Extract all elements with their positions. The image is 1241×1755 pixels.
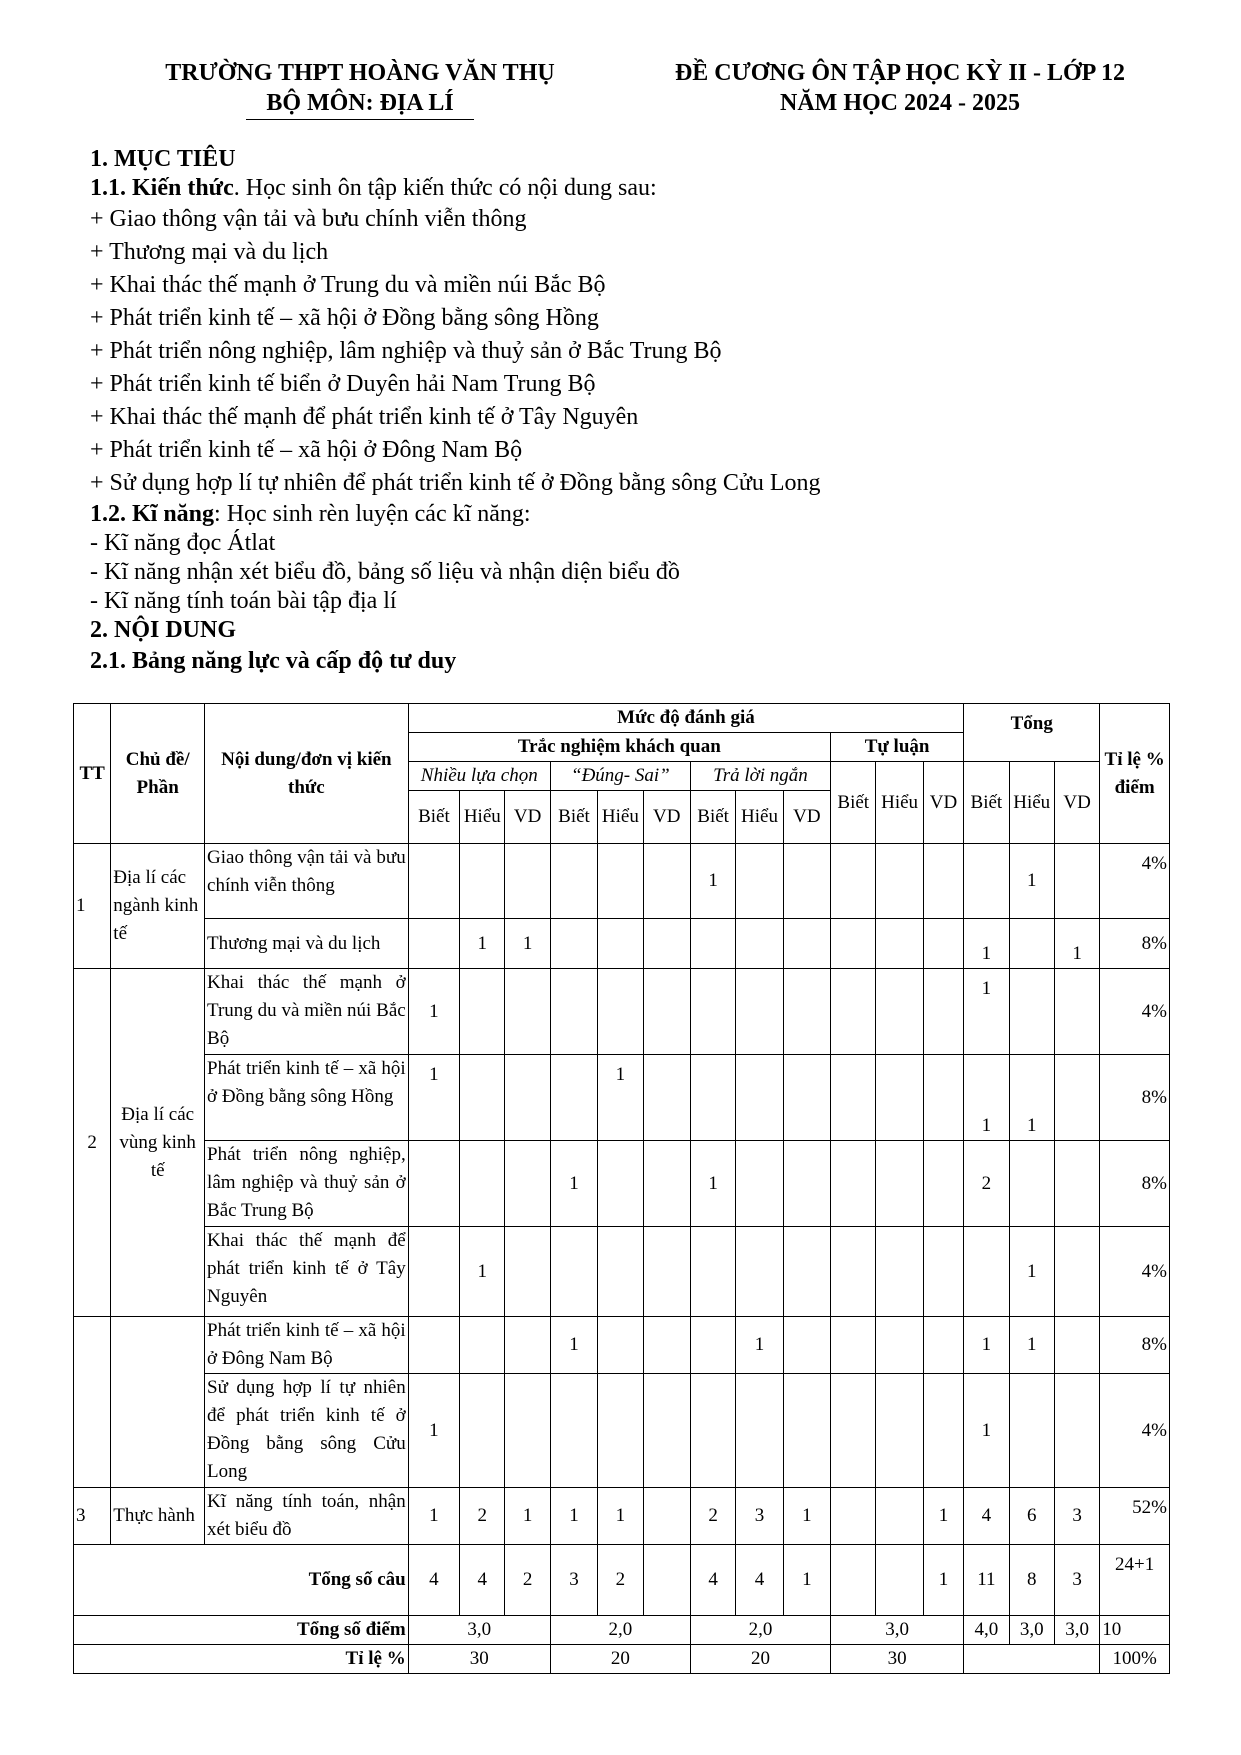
matrix-cell [923, 1374, 963, 1488]
matrix-cell [783, 1317, 830, 1374]
matrix-cell [783, 1141, 830, 1227]
matrix-cell: 2 [964, 1141, 1009, 1227]
section-2-1-heading: 2.1. Bảng năng lực và cấp độ tư duy [90, 648, 457, 674]
matrix-cell: 4 [964, 1488, 1009, 1545]
school-header [120, 58, 600, 120]
matrix-cell: 1 [408, 1055, 459, 1141]
school-year: NĂM HỌC 2024 - 2025 [780, 90, 1020, 116]
matrix-cell [505, 969, 550, 1055]
skill-item: - Kĩ năng tính toán bài tập địa lí [90, 588, 397, 614]
total-points-cell: 2,0 [690, 1616, 830, 1645]
matrix-cell [460, 1317, 505, 1374]
knowledge-label: 1.1. Kiến thức [90, 175, 234, 201]
matrix-cell [643, 1374, 690, 1488]
section-2-heading: 2. NỘI DUNG [90, 617, 237, 643]
matrix-cell [1054, 1141, 1099, 1227]
header-total: Tổng [964, 704, 1100, 762]
matrix-cell [505, 1317, 550, 1374]
level-know: Biết [408, 791, 459, 844]
total-points-cell: 3,0 [1009, 1616, 1054, 1645]
row-ratio: 8% [1100, 1055, 1170, 1141]
matrix-cell [876, 919, 923, 969]
matrix-cell [505, 1141, 550, 1227]
matrix-cell [408, 919, 459, 969]
knowledge-item: + Sử dụng hợp lí tự nhiên để phát triển kinh tế ở Đồng bằng sông Cửu Long [90, 470, 821, 496]
matrix-cell [923, 844, 963, 919]
level-apply: VD [505, 791, 550, 844]
matrix-cell: 1 [408, 969, 459, 1055]
level-apply: VD [923, 762, 963, 844]
row-ratio: 8% [1100, 1317, 1170, 1374]
level-know: Biết [964, 762, 1009, 844]
matrix-cell [1054, 1227, 1099, 1317]
matrix-cell [643, 1488, 690, 1545]
matrix-cell: 1 [408, 1488, 459, 1545]
row-topic: Địa lí các vùng kinh tế [111, 969, 205, 1317]
matrix-cell [923, 969, 963, 1055]
matrix-cell [550, 969, 597, 1055]
matrix-cell [1054, 1055, 1099, 1141]
percent-cell: 100% [1100, 1645, 1170, 1674]
total-points-cell: 3,0 [1054, 1616, 1099, 1645]
matrix-cell [831, 1374, 876, 1488]
matrix-cell [923, 1317, 963, 1374]
school-name: TRƯỜNG THPT HOÀNG VĂN THỤ [165, 60, 555, 86]
matrix-cell [876, 1488, 923, 1545]
matrix-cell [598, 844, 643, 919]
total-questions-label: Tổng số câu [74, 1545, 409, 1616]
matrix-cell [408, 1317, 459, 1374]
matrix-cell [736, 919, 783, 969]
matrix-cell: 1 [964, 919, 1009, 969]
matrix-cell: 1 [1054, 919, 1099, 969]
matrix-cell [598, 1374, 643, 1488]
matrix-cell [831, 919, 876, 969]
matrix-cell [923, 919, 963, 969]
matrix-cell [550, 1374, 597, 1488]
matrix-cell: 2 [690, 1488, 735, 1545]
matrix-cell: 2 [460, 1488, 505, 1545]
level-understand: Hiểu [1009, 762, 1054, 844]
matrix-cell [876, 1141, 923, 1227]
matrix-cell [505, 1374, 550, 1488]
total-questions-ratio: 24+1 [1100, 1545, 1170, 1616]
row-ratio: 52% [1100, 1488, 1170, 1545]
matrix-cell [505, 1227, 550, 1317]
total-points-cell: 10 [1100, 1616, 1170, 1645]
matrix-cell [408, 844, 459, 919]
percent-cell: 30 [831, 1645, 964, 1674]
row-content: Kĩ năng tính toán, nhận xét biểu đồ [205, 1488, 409, 1545]
matrix-cell [1054, 1317, 1099, 1374]
matrix-cell [964, 1227, 1009, 1317]
matrix-cell: 1 [505, 1488, 550, 1545]
row-ratio: 8% [1100, 919, 1170, 969]
total-points-label: Tổng số điểm [74, 1616, 409, 1645]
matrix-cell: 1 [598, 1055, 643, 1141]
matrix-cell: 1 [550, 1141, 597, 1227]
row-content: Giao thông vận tải và bưu chính viễn thông [205, 844, 409, 919]
skill-item: - Kĩ năng nhận xét biểu đồ, bảng số liệu và nhận diện biểu đồ [90, 559, 680, 585]
level-apply: VD [643, 791, 690, 844]
matrix-cell: 1 [964, 1055, 1009, 1141]
header-ratio: Tỉ lệ % điểm [1100, 704, 1170, 844]
total-questions-cell [643, 1545, 690, 1616]
percent-cell: 20 [550, 1645, 690, 1674]
matrix-cell [643, 969, 690, 1055]
matrix-cell [643, 844, 690, 919]
knowledge-intro: . Học sinh ôn tập kiến thức có nội dung sau: [233, 175, 657, 201]
matrix-cell [783, 1055, 830, 1141]
department-name: BỘ MÔN: ĐỊA LÍ [246, 88, 473, 120]
matrix-cell [598, 1141, 643, 1227]
header-topic: Chủ đề/ Phần [111, 704, 205, 844]
row-content: Khai thác thế mạnh để phát triển kinh tế ở Tây Nguyên [205, 1227, 409, 1317]
total-questions-cell: 2 [505, 1545, 550, 1616]
matrix-cell [505, 1055, 550, 1141]
matrix-cell: 1 [736, 1317, 783, 1374]
matrix-cell [643, 1317, 690, 1374]
matrix-cell: 1 [1009, 1317, 1054, 1374]
matrix-cell: 1 [460, 1227, 505, 1317]
header-content: Nội dung/đơn vị kiến thức [205, 704, 409, 844]
matrix-cell [964, 844, 1009, 919]
matrix-cell [736, 1055, 783, 1141]
matrix-cell [598, 1227, 643, 1317]
matrix-cell [643, 1055, 690, 1141]
matrix-cell [598, 919, 643, 969]
matrix-cell: 1 [964, 969, 1009, 1055]
row-content: Phát triển kinh tế – xã hội ở Đông Nam Bộ [205, 1317, 409, 1374]
matrix-cell [923, 1227, 963, 1317]
matrix-cell [831, 844, 876, 919]
total-questions-cell: 11 [964, 1545, 1009, 1616]
document-title: ĐỀ CƯƠNG ÔN TẬP HỌC KỲ II - LỚP 12 [674, 60, 1126, 86]
level-understand: Hiểu [736, 791, 783, 844]
matrix-cell [460, 1374, 505, 1488]
total-points-cell: 2,0 [550, 1616, 690, 1645]
matrix-cell [460, 1055, 505, 1141]
matrix-cell [783, 919, 830, 969]
knowledge-item: + Phát triển kinh tế – xã hội ở Đông Nam Bộ [90, 437, 523, 463]
matrix-cell [690, 919, 735, 969]
matrix-cell [1054, 969, 1099, 1055]
matrix-cell: 1 [923, 1488, 963, 1545]
row-topic: Địa lí các ngành kinh tế [111, 844, 205, 969]
header-multiple-choice: Nhiều lựa chọn [408, 762, 550, 791]
matrix-cell: 1 [408, 1374, 459, 1488]
matrix-cell [783, 1227, 830, 1317]
matrix-cell [643, 1227, 690, 1317]
matrix-cell [831, 1055, 876, 1141]
total-questions-cell [876, 1545, 923, 1616]
level-apply: VD [1054, 762, 1099, 844]
matrix-cell [460, 844, 505, 919]
matrix-cell: 1 [964, 1317, 1009, 1374]
matrix-cell: 1 [1009, 844, 1054, 919]
total-questions-cell: 1 [923, 1545, 963, 1616]
header-assessment-level: Mức độ đánh giá [408, 704, 963, 733]
row-ratio: 4% [1100, 1227, 1170, 1317]
matrix-cell [598, 1317, 643, 1374]
percent-label: Tỉ lệ % [74, 1645, 409, 1674]
matrix-cell: 1 [964, 1374, 1009, 1488]
total-points-cell: 4,0 [964, 1616, 1009, 1645]
matrix-cell [923, 1055, 963, 1141]
row-tt: 3 [74, 1488, 111, 1545]
total-questions-cell [831, 1545, 876, 1616]
matrix-cell: 1 [690, 1141, 735, 1227]
total-questions-cell: 3 [550, 1545, 597, 1616]
matrix-cell [876, 1374, 923, 1488]
row-content: Sử dụng hợp lí tự nhiên để phát triển kinh tế ở Đồng bằng sông Cửu Long [205, 1374, 409, 1488]
matrix-cell [1054, 844, 1099, 919]
skills-intro-line [90, 500, 1170, 529]
matrix-cell: 1 [598, 1488, 643, 1545]
matrix-cell [876, 1055, 923, 1141]
skills-label: 1.2. Kĩ năng [90, 501, 215, 527]
matrix-cell [1009, 919, 1054, 969]
row-tt: 2 [74, 969, 111, 1317]
total-questions-cell: 8 [1009, 1545, 1054, 1616]
knowledge-item: + Phát triển nông nghiệp, lâm nghiệp và thuỷ sản ở Bắc Trung Bộ [90, 338, 722, 364]
matrix-cell [923, 1141, 963, 1227]
matrix-cell [460, 1141, 505, 1227]
level-apply: VD [783, 791, 830, 844]
matrix-cell [550, 919, 597, 969]
section-1-heading: 1. MỤC TIÊU [90, 146, 236, 172]
total-questions-cell: 4 [408, 1545, 459, 1616]
matrix-cell [1054, 1374, 1099, 1488]
header-short-answer: Trả lời ngắn [690, 762, 830, 791]
matrix-cell [876, 1227, 923, 1317]
row-content: Phát triển kinh tế – xã hội ở Đồng bằng sông Hồng [205, 1055, 409, 1141]
percent-empty [964, 1645, 1100, 1674]
matrix-cell: 1 [1009, 1227, 1054, 1317]
level-know: Biết [831, 762, 876, 844]
knowledge-item: + Phát triển kinh tế biển ở Duyên hải Nam Trung Bộ [90, 371, 596, 397]
row-ratio: 4% [1100, 844, 1170, 919]
matrix-cell [550, 1227, 597, 1317]
matrix-cell: 1 [460, 919, 505, 969]
knowledge-item: + Giao thông vận tải và bưu chính viễn thông [90, 206, 527, 232]
row-ratio: 8% [1100, 1141, 1170, 1227]
total-questions-cell: 3 [1054, 1545, 1099, 1616]
header-objective: Trắc nghiệm khách quan [408, 733, 830, 762]
knowledge-item: + Khai thác thế mạnh để phát triển kinh tế ở Tây Nguyên [90, 404, 639, 430]
matrix-cell: 1 [550, 1488, 597, 1545]
matrix-cell [690, 1055, 735, 1141]
row-topic-empty [111, 1317, 205, 1488]
matrix-cell [1009, 1141, 1054, 1227]
row-tt: 1 [74, 844, 111, 969]
matrix-cell [408, 1227, 459, 1317]
total-questions-cell: 4 [690, 1545, 735, 1616]
matrix-cell: 6 [1009, 1488, 1054, 1545]
total-questions-cell: 4 [736, 1545, 783, 1616]
matrix-cell [690, 969, 735, 1055]
level-understand: Hiểu [598, 791, 643, 844]
matrix-cell [736, 1141, 783, 1227]
matrix-cell: 1 [550, 1317, 597, 1374]
percent-cell: 20 [690, 1645, 830, 1674]
knowledge-intro-line [90, 174, 1170, 203]
matrix-cell: 1 [783, 1488, 830, 1545]
matrix-cell [831, 969, 876, 1055]
row-content: Khai thác thế mạnh ở Trung du và miền núi Bắc Bộ [205, 969, 409, 1055]
matrix-cell: 1 [505, 919, 550, 969]
matrix-cell [736, 844, 783, 919]
matrix-cell [736, 1227, 783, 1317]
matrix-cell [550, 844, 597, 919]
matrix-cell [783, 969, 830, 1055]
matrix-cell [505, 844, 550, 919]
matrix-cell [736, 1374, 783, 1488]
row-content: Phát triển nông nghiệp, lâm nghiệp và thuỷ sản ở Bắc Trung Bộ [205, 1141, 409, 1227]
matrix-cell [1009, 969, 1054, 1055]
matrix-cell [831, 1141, 876, 1227]
matrix-cell: 3 [736, 1488, 783, 1545]
level-know: Biết [550, 791, 597, 844]
level-understand: Hiểu [876, 762, 923, 844]
row-ratio: 4% [1100, 1374, 1170, 1488]
matrix-cell: 1 [1009, 1055, 1054, 1141]
level-understand: Hiểu [460, 791, 505, 844]
total-questions-cell: 4 [460, 1545, 505, 1616]
matrix-cell [408, 1141, 459, 1227]
matrix-cell [783, 1374, 830, 1488]
matrix-cell [736, 969, 783, 1055]
matrix-cell [876, 844, 923, 919]
total-questions-cell: 2 [598, 1545, 643, 1616]
matrix-cell [876, 1317, 923, 1374]
matrix-cell [831, 1317, 876, 1374]
matrix-cell [1009, 1374, 1054, 1488]
knowledge-item: + Phát triển kinh tế – xã hội ở Đồng bằng sông Hồng [90, 305, 599, 331]
header-tt: TT [74, 704, 111, 844]
document-title-header [640, 58, 1160, 118]
objectives-section [90, 145, 1170, 678]
matrix-cell [690, 1317, 735, 1374]
header-essay: Tự luận [831, 733, 964, 762]
total-points-cell: 3,0 [408, 1616, 550, 1645]
matrix-cell: 3 [1054, 1488, 1099, 1545]
skills-intro: : Học sinh rèn luyện các kĩ năng: [214, 501, 531, 527]
assessment-matrix-table [73, 703, 1170, 1674]
matrix-cell [643, 1141, 690, 1227]
row-content: Thương mại và du lịch [205, 919, 409, 969]
row-tt-empty [74, 1317, 111, 1488]
percent-cell: 30 [408, 1645, 550, 1674]
matrix-cell [831, 1488, 876, 1545]
total-points-cell: 3,0 [831, 1616, 964, 1645]
level-know: Biết [690, 791, 735, 844]
matrix-cell [690, 1374, 735, 1488]
matrix-cell [643, 919, 690, 969]
matrix-cell [550, 1055, 597, 1141]
header-true-false: “Đúng- Sai” [550, 762, 690, 791]
skill-item: - Kĩ năng đọc Átlat [90, 530, 276, 556]
matrix-cell [876, 969, 923, 1055]
total-questions-cell: 1 [783, 1545, 830, 1616]
matrix-cell [783, 844, 830, 919]
matrix-cell: 1 [690, 844, 735, 919]
knowledge-item: + Khai thác thế mạnh ở Trung du và miền núi Bắc Bộ [90, 272, 606, 298]
matrix-cell [598, 969, 643, 1055]
matrix-cell [690, 1227, 735, 1317]
matrix-cell [460, 969, 505, 1055]
matrix-cell [831, 1227, 876, 1317]
knowledge-item: + Thương mại và du lịch [90, 239, 329, 265]
row-topic: Thực hành [111, 1488, 205, 1545]
row-ratio: 4% [1100, 969, 1170, 1055]
